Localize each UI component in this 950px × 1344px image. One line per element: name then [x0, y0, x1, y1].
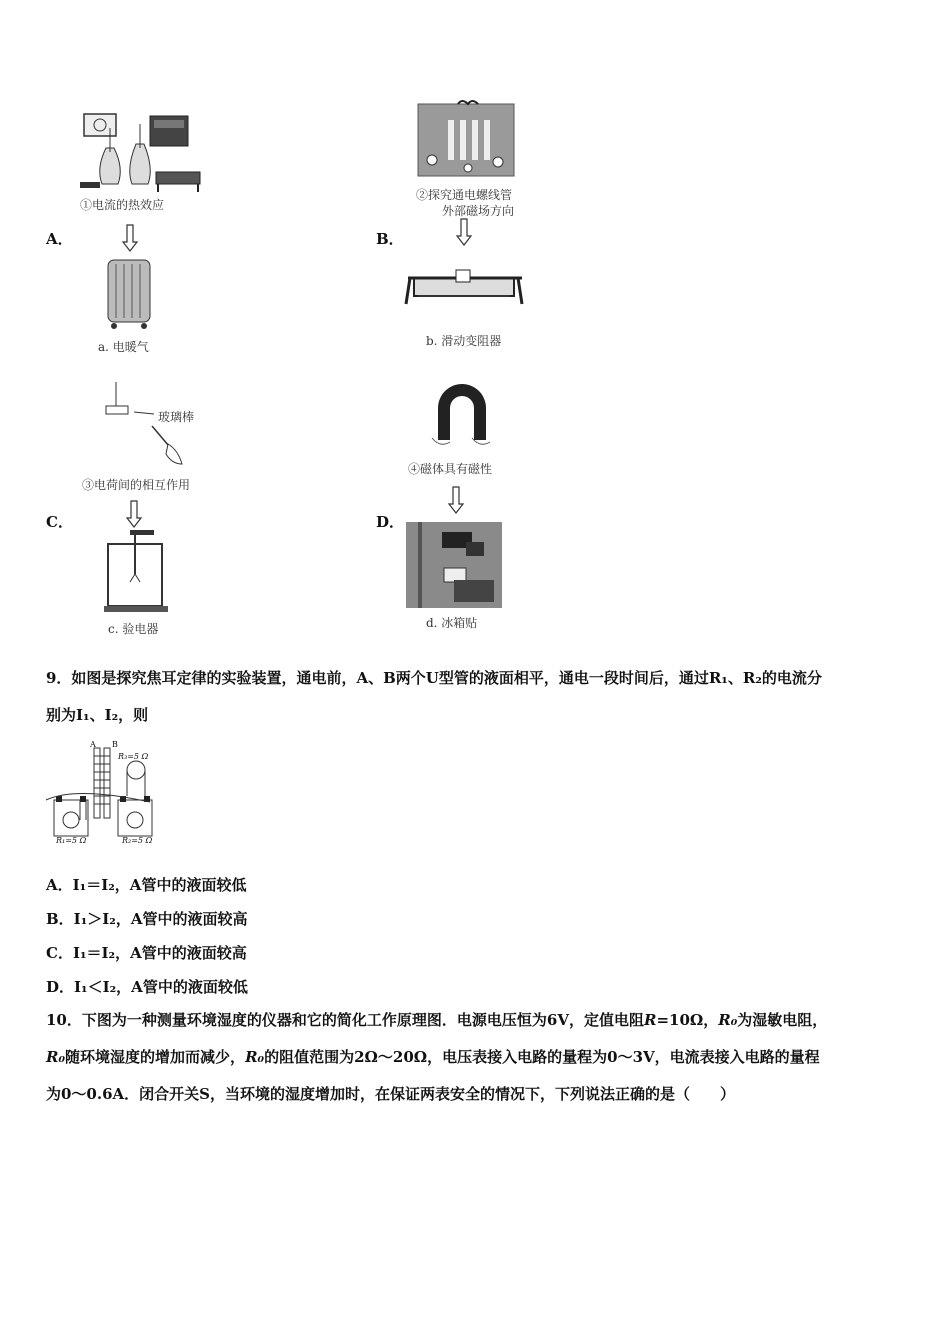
- solenoid-experiment-image: [418, 100, 518, 180]
- tube-label-b: B: [112, 740, 118, 749]
- down-arrow-icon: [126, 500, 142, 528]
- q10-symbol-r0: R₀: [245, 1048, 265, 1066]
- option-b-letter[interactable]: B．: [376, 230, 404, 248]
- question-10-line-2: [46, 1039, 820, 1076]
- resistor-r3-label: R₃=5 Ω: [118, 752, 149, 761]
- option-b-bottom-caption: b. 滑动变阻器: [426, 334, 502, 348]
- q10-text-2b: 的阻值范围为2Ω～20Ω，电压表接入电路的量程为0～3V，电流表接入电路的量程: [264, 1048, 820, 1066]
- option-a-letter[interactable]: A．: [46, 230, 73, 248]
- down-arrow-icon: [448, 486, 464, 514]
- option-c-figure: [78, 378, 228, 640]
- option-c-top-caption: ③电荷间的相互作用: [82, 478, 191, 492]
- q10-text-1b: =10Ω，: [656, 1011, 719, 1029]
- electroscope-image: [102, 530, 172, 616]
- option-b-figure: [404, 100, 534, 350]
- question-9-figure: [44, 740, 164, 850]
- option-b-top-caption-1: ②探究通电螺线管: [416, 188, 513, 202]
- question-10-line-1: [46, 1002, 827, 1039]
- question-9-option-c[interactable]: C．I₁＝I₂，A管中的液面较高: [46, 944, 247, 962]
- rheostat-image: [404, 266, 526, 316]
- tube-label-a: A: [90, 740, 96, 749]
- question-9-line-2: 别为I₁、I₂，则: [46, 706, 149, 724]
- option-d-figure: [404, 376, 534, 638]
- option-c-letter[interactable]: C．: [46, 513, 73, 531]
- question-9-option-d[interactable]: D．I₁＜I₂，A管中的液面较低: [46, 978, 248, 996]
- question-10-line-3: 为0～0.6A．闭合开关S，当环境的湿度增加时，在保证两表安全的情况下，下列说法正确的是（ ）: [46, 1085, 736, 1103]
- fridge-magnet-image: [406, 522, 502, 608]
- q10-text-2a: 随环境湿度的增加而减少，: [65, 1048, 246, 1066]
- q10-symbol-r: R: [643, 1011, 657, 1029]
- option-c-bottom-caption: c. 验电器: [108, 622, 159, 636]
- resistor-r2-label: R₂=5 Ω: [122, 836, 153, 845]
- option-a-bottom-caption: a. 电暖气: [98, 340, 149, 354]
- option-a-figure: [76, 108, 206, 358]
- q10-text-1c: 为湿敏电阻，: [737, 1011, 828, 1029]
- option-d-letter[interactable]: D．: [376, 513, 405, 531]
- electric-heater-image: [104, 256, 154, 332]
- option-b-top-caption-2: 外部磁场方向: [442, 204, 515, 218]
- horseshoe-magnet-image: [428, 380, 498, 452]
- question-9-line-1: 9．如图是探究焦耳定律的实验装置，通电前，A、B两个U型管的液面相平，通电一段时间后，通过R₁、R₂的电流分: [46, 669, 822, 687]
- joule-heat-apparatus-image: [76, 108, 206, 198]
- option-a-top-caption: ①电流的热效应: [80, 198, 165, 212]
- down-arrow-icon: [456, 218, 472, 246]
- resistor-r1-label: R₁=5 Ω: [56, 836, 87, 845]
- q10-symbol-r0: R₀: [46, 1048, 66, 1066]
- option-d-bottom-caption: d. 冰箱贴: [426, 616, 478, 630]
- question-9-option-a[interactable]: A．I₁＝I₂，A管中的液面较低: [46, 876, 247, 894]
- option-c-rod-label: 玻璃棒: [158, 410, 195, 424]
- down-arrow-icon: [122, 224, 138, 252]
- question-9-option-b[interactable]: B．I₁＞I₂，A管中的液面较高: [46, 910, 248, 928]
- q10-text-1a: 10．下图为一种测量环境湿度的仪器和它的简化工作原理图．电源电压恒为6V，定值电阻: [46, 1011, 644, 1029]
- q10-symbol-r0: R₀: [718, 1011, 738, 1029]
- option-d-top-caption: ④磁体具有磁性: [408, 462, 493, 476]
